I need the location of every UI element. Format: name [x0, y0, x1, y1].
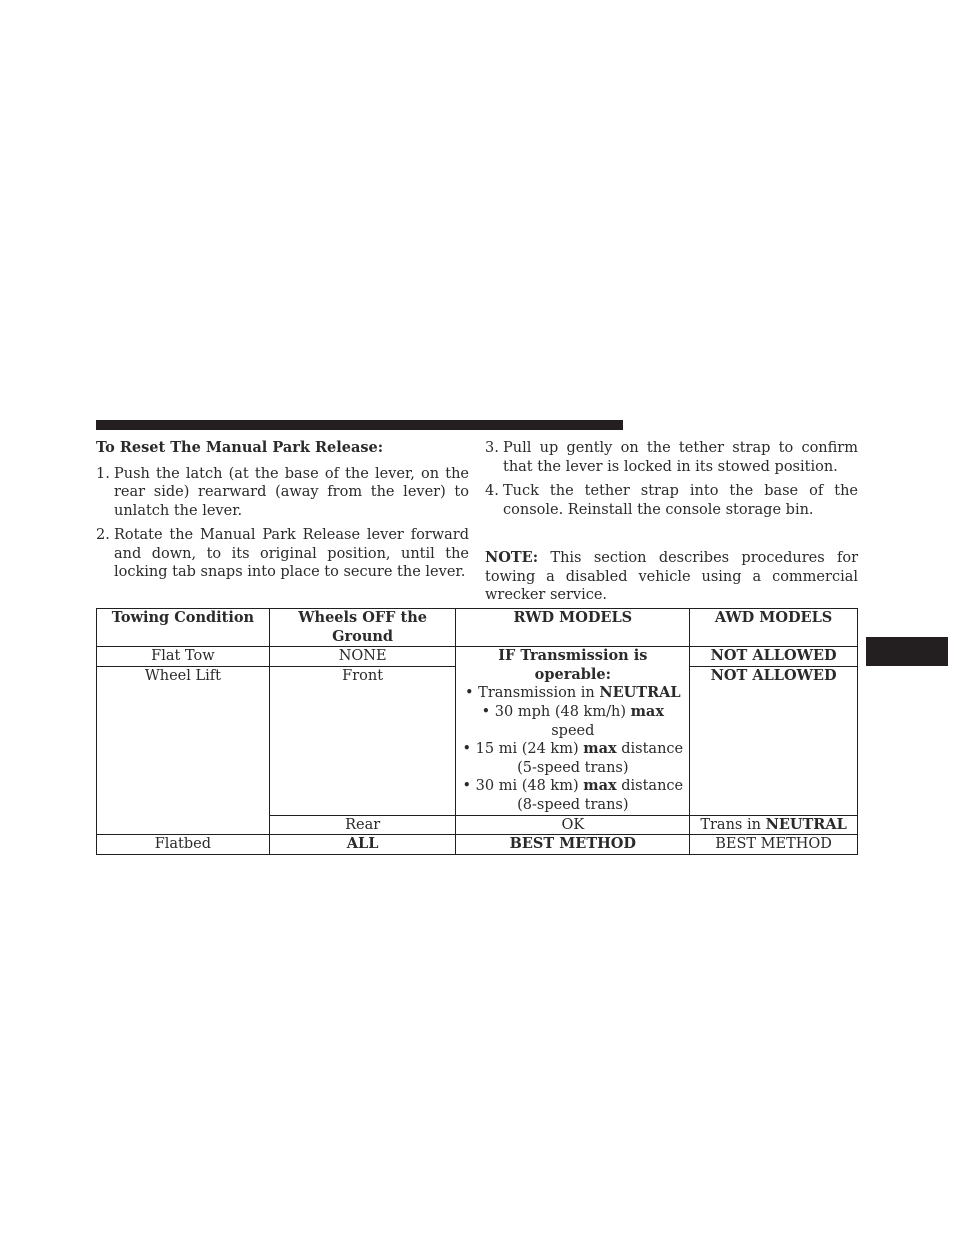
- left-column: [96, 439, 469, 588]
- step-number: 3.: [485, 440, 499, 456]
- step-2: [96, 526, 469, 582]
- reset-steps: [96, 465, 469, 582]
- reset-heading: To Reset The Manual Park Release:: [96, 439, 384, 456]
- cell-awd: NOT ALLOWED: [690, 647, 858, 667]
- cell-rwd-transmission-operable: [456, 647, 690, 815]
- rwd-bullet: • 30 mi (48 km) max distance: [462, 777, 684, 795]
- table-row-flat-tow: [97, 647, 858, 667]
- step-text: Pull up gently on the tether strap to confirm that the lever is locked in its stowed position.: [503, 440, 858, 475]
- header-rwd-models: RWD MODELS: [456, 609, 690, 647]
- cell-wheels: NONE: [269, 647, 456, 667]
- rwd-bullet-note: (8-speed trans): [517, 796, 629, 813]
- table-header-row: [97, 609, 858, 647]
- rwd-bullet-note: (5-speed trans): [517, 759, 629, 776]
- cell-condition: Wheel Lift: [97, 666, 270, 834]
- cell-condition: Flat Tow: [97, 647, 270, 667]
- cell-wheels: Front: [269, 666, 456, 815]
- cell-awd: Trans in NEUTRAL: [690, 815, 858, 835]
- step-number: 2.: [96, 527, 110, 543]
- cell-awd: BEST METHOD: [690, 835, 858, 855]
- rwd-bullet: • 30 mph (48 km/h) max speed: [481, 702, 664, 739]
- step-number: 4.: [485, 483, 499, 499]
- rwd-condition-heading: IF Transmission is operable:: [498, 647, 648, 683]
- note-text: This section describes procedures for towing a disabled vehicle using a commercial wrecker service.: [485, 550, 858, 603]
- step-text: Push the latch (at the base of the lever, on the rear side) rearward (away from the lever) to unlatch the lever.: [114, 465, 469, 519]
- rwd-bullet: • 15 mi (24 km) max distance: [462, 740, 684, 758]
- step-text: Rotate the Manual Park Release lever forward and down, to its original position, until the locking tab snaps into place to secure the lever.: [114, 527, 469, 580]
- note-label: NOTE:: [485, 549, 539, 566]
- cell-wheels: Rear: [269, 815, 456, 835]
- header-towing-condition: Towing Condition: [97, 609, 270, 647]
- cell-awd: NOT ALLOWED: [690, 666, 858, 815]
- step-number: 1.: [96, 465, 110, 482]
- table-row-flatbed: [97, 835, 858, 855]
- chapter-tab: [866, 637, 948, 666]
- step-text: Tuck the tether strap into the base of the console. Reinstall the console storage bin.: [503, 483, 858, 518]
- rwd-bullet: • Transmission in NEUTRAL: [465, 684, 681, 702]
- step-1: [96, 465, 469, 521]
- towing-note: [485, 549, 858, 605]
- step-4: [485, 482, 858, 519]
- cell-rwd: OK: [456, 815, 690, 835]
- cell-wheels: ALL: [269, 835, 456, 855]
- reset-steps-continued: [485, 439, 858, 519]
- right-column: [485, 439, 858, 605]
- cell-condition: Flatbed: [97, 835, 270, 855]
- towing-table: [96, 608, 858, 855]
- cell-rwd: BEST METHOD: [456, 835, 690, 855]
- step-3: [485, 439, 858, 476]
- section-rule: [96, 420, 623, 430]
- header-wheels-off: Wheels OFF the Ground: [269, 609, 456, 647]
- header-awd-models: AWD MODELS: [690, 609, 858, 647]
